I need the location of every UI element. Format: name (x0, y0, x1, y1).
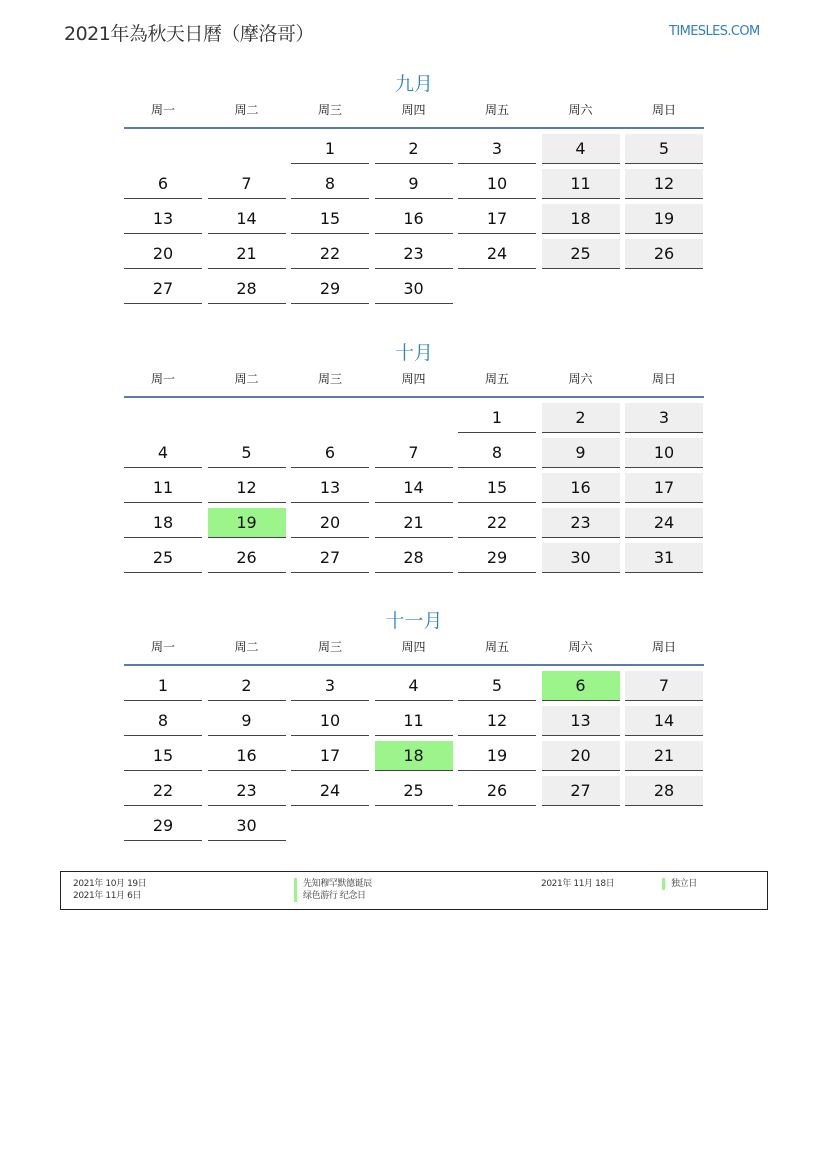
empty-day-cell (625, 274, 703, 303)
day-cell: 29 (458, 543, 536, 573)
empty-day-cell (124, 134, 202, 163)
empty-day-cell (458, 811, 536, 840)
day-cell: 22 (124, 776, 202, 806)
day-cell: 8 (291, 169, 369, 199)
holiday-day-cell: 18 (375, 741, 453, 771)
weekend-day-cell: 16 (542, 473, 620, 503)
weekday-label: 周三 (317, 640, 342, 654)
weekend-day-cell: 11 (542, 169, 620, 199)
holiday-day-cell: 6 (542, 671, 620, 701)
day-cell: 20 (291, 508, 369, 538)
empty-day-cell (542, 811, 620, 840)
weekend-day-cell: 21 (625, 741, 703, 771)
day-cell: 15 (458, 473, 536, 503)
weekend-day-cell: 4 (542, 134, 620, 164)
weekend-day-cell: 2 (542, 403, 620, 433)
day-cell: 22 (458, 508, 536, 538)
weekend-day-cell: 9 (542, 438, 620, 468)
weekend-day-cell: 23 (542, 508, 620, 538)
legend-dates-right (541, 878, 614, 890)
weekend-day-cell: 19 (625, 204, 703, 234)
weekday-label: 周日 (651, 103, 676, 117)
weekend-day-cell: 20 (542, 741, 620, 771)
day-cell: 4 (124, 438, 202, 468)
day-cell: 13 (291, 473, 369, 503)
legend-names-right (671, 878, 697, 890)
month-october (124, 338, 704, 573)
day-grid (124, 134, 704, 304)
day-cell: 20 (124, 239, 202, 269)
day-cell: 13 (124, 204, 202, 234)
empty-day-cell (208, 403, 286, 432)
day-cell: 6 (291, 438, 369, 468)
day-cell: 17 (458, 204, 536, 234)
legend-names-left (303, 878, 372, 902)
month-title: 九月 (394, 73, 433, 95)
weekend-day-cell: 25 (542, 239, 620, 269)
weekday-header (124, 368, 704, 398)
empty-day-cell (542, 274, 620, 303)
day-cell: 10 (291, 706, 369, 736)
weekday-header (124, 636, 704, 666)
day-cell: 6 (124, 169, 202, 199)
weekend-day-cell: 18 (542, 204, 620, 234)
day-cell: 10 (458, 169, 536, 199)
day-grid (124, 403, 704, 573)
weekend-day-cell: 27 (542, 776, 620, 806)
day-cell: 24 (291, 776, 369, 806)
day-cell: 11 (375, 706, 453, 736)
day-cell: 30 (208, 811, 286, 841)
holiday-day-cell: 19 (208, 508, 286, 538)
weekday-label: 周五 (484, 103, 509, 117)
legend-date: 2021年 10月 19日 (73, 879, 147, 889)
day-cell: 9 (375, 169, 453, 199)
day-cell: 19 (458, 741, 536, 771)
weekend-day-cell: 13 (542, 706, 620, 736)
weekday-label: 周一 (150, 372, 175, 386)
day-cell: 26 (208, 543, 286, 573)
legend-dates-left (73, 878, 146, 902)
legend-holiday-name: 先知穆罕默德诞辰 (303, 879, 372, 889)
day-cell: 29 (291, 274, 369, 304)
day-cell: 1 (458, 403, 536, 433)
empty-day-cell (208, 134, 286, 163)
day-cell: 28 (208, 274, 286, 304)
weekend-day-cell: 30 (542, 543, 620, 573)
weekend-day-cell: 12 (625, 169, 703, 199)
weekday-label: 周日 (651, 372, 676, 386)
day-cell: 11 (124, 473, 202, 503)
day-cell: 1 (124, 671, 202, 701)
month-title: 十一月 (385, 610, 443, 632)
day-cell: 15 (291, 204, 369, 234)
legend-date: 2021年 11月 18日 (541, 879, 615, 889)
weekday-label: 周二 (234, 640, 259, 654)
weekend-day-cell: 3 (625, 403, 703, 433)
day-cell: 2 (375, 134, 453, 164)
day-cell: 14 (375, 473, 453, 503)
month-september (124, 69, 704, 304)
day-cell: 22 (291, 239, 369, 269)
weekend-day-cell: 10 (625, 438, 703, 468)
empty-day-cell (124, 403, 202, 432)
day-cell: 3 (458, 134, 536, 164)
weekend-day-cell: 28 (625, 776, 703, 806)
day-cell: 26 (458, 776, 536, 806)
day-cell: 5 (458, 671, 536, 701)
day-cell: 9 (208, 706, 286, 736)
month-title: 十月 (394, 342, 433, 364)
empty-day-cell (625, 811, 703, 840)
day-cell: 7 (208, 169, 286, 199)
empty-day-cell (458, 274, 536, 303)
weekday-label: 周三 (317, 372, 342, 386)
day-cell: 2 (208, 671, 286, 701)
empty-day-cell (291, 403, 369, 432)
weekend-day-cell: 26 (625, 239, 703, 269)
weekday-label: 周四 (401, 640, 426, 654)
holiday-legend (60, 871, 768, 910)
weekday-label: 周二 (234, 103, 259, 117)
day-cell: 25 (375, 776, 453, 806)
weekend-day-cell: 17 (625, 473, 703, 503)
weekday-label: 周一 (150, 640, 175, 654)
month-november (124, 606, 704, 841)
site-link[interactable]: TIMESLES.COM (669, 24, 760, 39)
weekend-day-cell: 24 (625, 508, 703, 538)
legend-holiday-name: 独立日 (671, 879, 697, 889)
day-cell: 24 (458, 239, 536, 269)
legend-holiday-name: 绿色游行 纪念日 (303, 891, 366, 901)
weekend-day-cell: 7 (625, 671, 703, 701)
day-cell: 7 (375, 438, 453, 468)
day-cell: 21 (208, 239, 286, 269)
empty-day-cell (375, 811, 453, 840)
day-cell: 16 (375, 204, 453, 234)
day-cell: 1 (291, 134, 369, 164)
day-cell: 29 (124, 811, 202, 841)
weekday-label: 周四 (401, 372, 426, 386)
day-cell: 23 (375, 239, 453, 269)
weekday-label: 周五 (484, 640, 509, 654)
day-cell: 15 (124, 741, 202, 771)
weekend-day-cell: 5 (625, 134, 703, 164)
weekday-label: 周六 (568, 103, 593, 117)
day-cell: 12 (208, 473, 286, 503)
holiday-color-marker (294, 878, 297, 902)
day-cell: 28 (375, 543, 453, 573)
weekend-day-cell: 31 (625, 543, 703, 573)
day-cell: 27 (124, 274, 202, 304)
day-cell: 5 (208, 438, 286, 468)
holiday-color-marker (662, 878, 665, 890)
day-cell: 30 (375, 274, 453, 304)
day-cell: 14 (208, 204, 286, 234)
weekday-label: 周日 (651, 640, 676, 654)
empty-day-cell (291, 811, 369, 840)
page-title: 2021年為秋天日曆（摩洛哥） (64, 23, 314, 45)
day-cell: 8 (458, 438, 536, 468)
weekday-label: 周六 (568, 640, 593, 654)
day-cell: 16 (208, 741, 286, 771)
weekday-label: 周三 (317, 103, 342, 117)
day-cell: 27 (291, 543, 369, 573)
weekday-label: 周二 (234, 372, 259, 386)
day-grid (124, 671, 704, 841)
weekday-label: 周一 (150, 103, 175, 117)
day-cell: 3 (291, 671, 369, 701)
weekday-label: 周六 (568, 372, 593, 386)
day-cell: 18 (124, 508, 202, 538)
day-cell: 4 (375, 671, 453, 701)
day-cell: 8 (124, 706, 202, 736)
empty-day-cell (375, 403, 453, 432)
day-cell: 12 (458, 706, 536, 736)
weekday-label: 周四 (401, 103, 426, 117)
weekday-header (124, 99, 704, 129)
legend-date: 2021年 11月 6日 (73, 891, 142, 901)
day-cell: 17 (291, 741, 369, 771)
weekday-label: 周五 (484, 372, 509, 386)
day-cell: 25 (124, 543, 202, 573)
day-cell: 23 (208, 776, 286, 806)
day-cell: 21 (375, 508, 453, 538)
weekend-day-cell: 14 (625, 706, 703, 736)
